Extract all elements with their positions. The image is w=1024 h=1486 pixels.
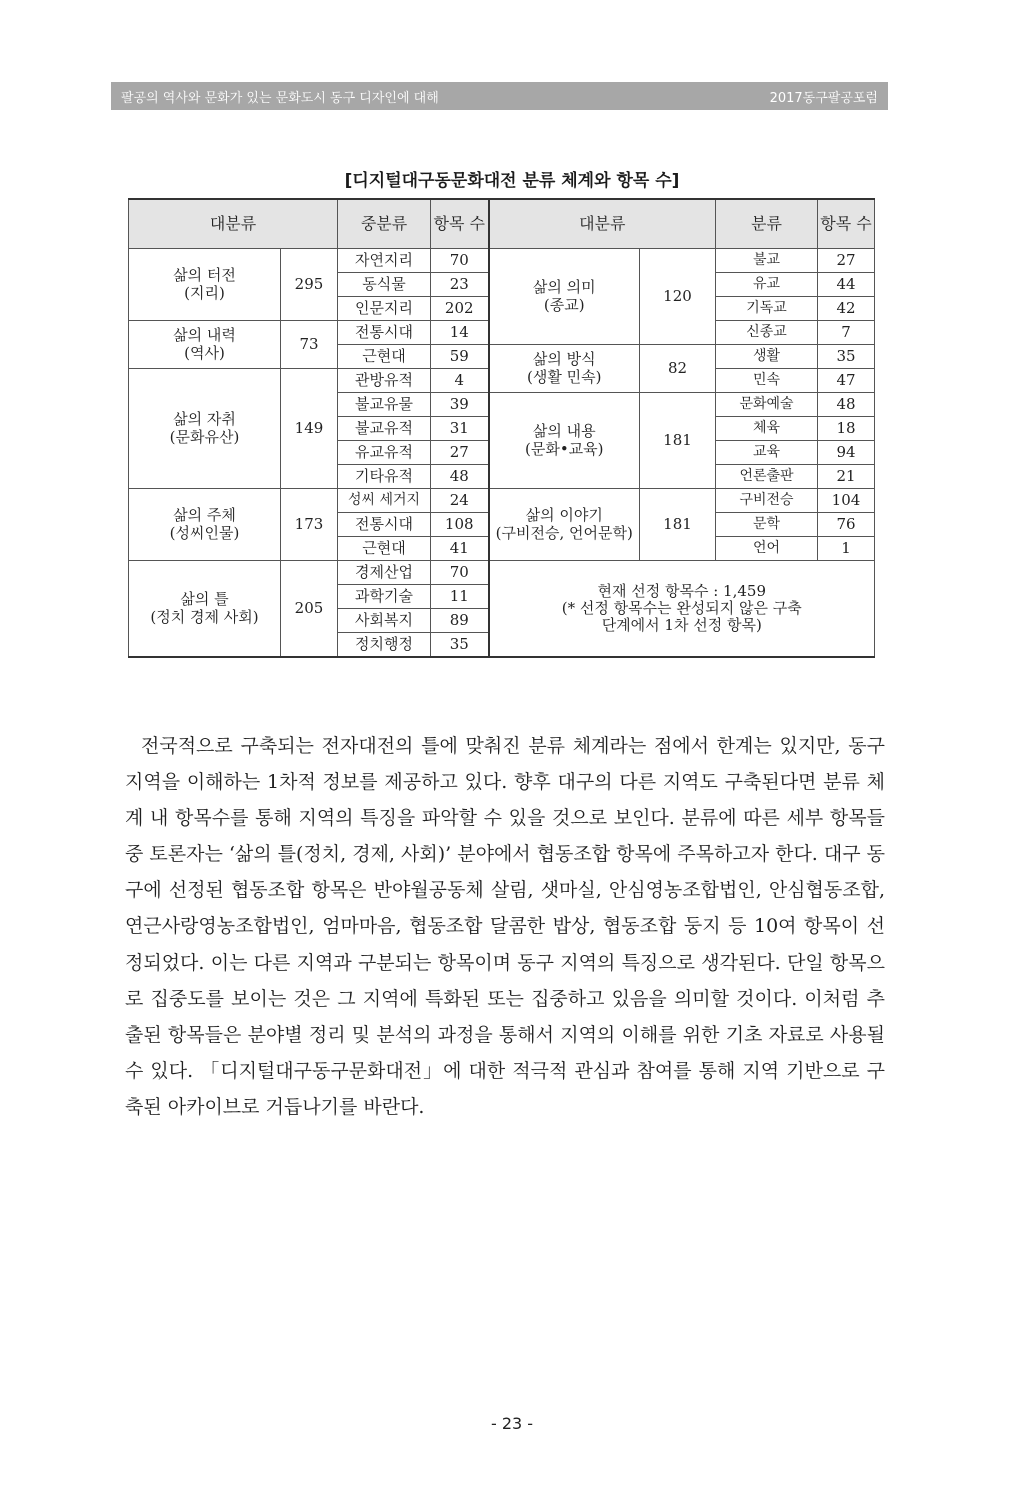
group-subtitle: (정치 경제 사회) [150,607,259,626]
left-group-cell [129,321,281,369]
item-count: 23 [431,273,489,297]
category: 민속 [716,369,818,393]
category-count: 76 [818,513,875,537]
category: 체육 [716,417,818,441]
category-count: 94 [818,441,875,465]
category-count: 7 [818,321,875,345]
header-major-right: 대분류 [489,199,716,249]
category-count: 42 [818,297,875,321]
category-count: 44 [818,273,875,297]
running-header [111,82,888,110]
left-group-cell [129,369,281,489]
item-count: 70 [431,561,489,585]
category: 신종교 [716,321,818,345]
group-name: 삶의 틀 [180,590,229,609]
left-group-cell [129,489,281,561]
category: 언어 [716,537,818,561]
middle-category: 불교유적 [338,417,431,441]
left-group-total: 295 [281,249,338,321]
middle-category: 전통시대 [338,513,431,537]
group-subtitle: (구비전승, 언어문학) [495,523,633,542]
right-group-total: 181 [640,393,716,489]
item-count: 35 [431,633,489,658]
middle-category: 성씨 세거지 [338,489,431,513]
header-count-right: 항목 수 [818,199,875,249]
category-count: 104 [818,489,875,513]
middle-category: 불교유물 [338,393,431,417]
item-count: 14 [431,321,489,345]
header-title: 팔공의 역사와 문화가 있는 문화도시 동구 디자인에 대해 [121,90,439,106]
middle-category: 자연지리 [338,249,431,273]
category: 교육 [716,441,818,465]
group-subtitle: (역사) [184,343,225,362]
right-group-total: 181 [640,489,716,561]
item-count: 202 [431,297,489,321]
group-name: 삶의 주체 [173,506,236,525]
item-count: 48 [431,465,489,489]
item-count: 70 [431,249,489,273]
header-major: 대분류 [129,199,338,249]
category: 문화예술 [716,393,818,417]
item-count: 11 [431,585,489,609]
category-count: 18 [818,417,875,441]
category-count: 48 [818,393,875,417]
category: 언론출판 [716,465,818,489]
header-count: 항목 수 [431,199,489,249]
item-count: 89 [431,609,489,633]
middle-category: 인문지리 [338,297,431,321]
category-count: 21 [818,465,875,489]
item-count: 59 [431,345,489,369]
table-header-row [129,199,875,249]
group-subtitle: (종교) [543,295,585,314]
header-middle: 중분류 [338,199,431,249]
middle-category: 근현대 [338,537,431,561]
group-name: 삶의 터전 [173,266,236,285]
category: 구비전승 [716,489,818,513]
group-name: 삶의 방식 [532,350,596,369]
note-line: 현재 선정 항목수 : 1,459 [597,581,766,600]
category: 유교 [716,273,818,297]
group-subtitle: (성씨인물) [169,523,240,542]
middle-category: 과학기술 [338,585,431,609]
middle-category: 기타유적 [338,465,431,489]
left-group-cell [129,249,281,321]
body-text [125,728,885,1125]
right-group-total: 82 [640,345,716,393]
left-group-total: 149 [281,369,338,489]
right-group-cell [489,489,640,561]
middle-category: 근현대 [338,345,431,369]
selection-note [489,561,875,658]
item-count: 24 [431,489,489,513]
category: 문학 [716,513,818,537]
group-name: 삶의 내력 [173,326,236,345]
header-category: 분류 [716,199,818,249]
group-subtitle: (문화•교육) [524,439,604,458]
category-count: 27 [818,249,875,273]
left-group-total: 173 [281,489,338,561]
middle-category: 정치행정 [338,633,431,658]
right-group-total: 120 [640,249,716,345]
item-count: 4 [431,369,489,393]
group-subtitle: (지리) [184,283,225,302]
category: 불교 [716,249,818,273]
group-name: 삶의 자취 [173,410,236,429]
header-forum-name: 2017동구팔공포럼 [769,90,878,106]
category: 기독교 [716,297,818,321]
middle-category: 전통시대 [338,321,431,345]
note-line: (* 선정 항목수는 완성되지 않은 구축 [561,598,802,617]
page-number: - 23 - [490,1414,534,1433]
right-group-cell [489,393,640,489]
category-count: 35 [818,345,875,369]
middle-category: 경제산업 [338,561,431,585]
middle-category: 동식물 [338,273,431,297]
group-name: 삶의 내용 [532,422,596,441]
left-group-total: 205 [281,561,338,658]
category: 생활 [716,345,818,369]
left-group-total: 73 [281,321,338,369]
group-subtitle: (생활 민속) [527,367,602,386]
right-group-cell [489,345,640,393]
middle-category: 유교유적 [338,441,431,465]
group-name: 삶의 이야기 [525,506,603,525]
group-name: 삶의 의미 [532,278,596,297]
table-row [129,249,875,273]
item-count: 108 [431,513,489,537]
middle-category: 사회복지 [338,609,431,633]
group-subtitle: (문화유산) [169,427,240,446]
left-group-cell [129,561,281,658]
note-line: 단계에서 1차 선정 항목) [601,616,762,635]
item-count: 41 [431,537,489,561]
right-group-cell [489,249,640,345]
table-row [129,561,875,585]
category-count: 47 [818,369,875,393]
table-row [129,489,875,513]
body-paragraph: 전국적으로 구축되는 전자대전의 틀에 맞춰진 분류 체계라는 점에서 한계는 있지만, 동구 지역을 이해하는 1차적 정보를 제공하고 있다. 향후 대구의 다른 지역도 구축된다면 분류 체계 내 항목수를 통해 지역의 특징을 파악할 수 있을 것으로 보인다. 분류에 따른 세부 항목들 중 토론자는 ‘삶의 틀(정치, 경제, 사회)’ 분야에서 협동조합 항목에 주목하고자 한다. 대구 동구에 선정된 협동조합 항목은 반야월공동체 살림, 샛마실, 안심영농조합법인, 안심협동조합, 연근사랑영농조합법인, 엄마마음, 협동조합 달콤한 밥상, 협동조합 둥지 등 10여 항목이 선정되었다. 이는 다른 지역과 구분되는 항목이며 동구 지역의 특징으로 생각된다. 단일 항목으로 집중도를 보이는 것은 그 지역에 특화된 또는 집중하고 있음을 의미할 것이다. 이처럼 추출된 항목들은 분야별 정리 및 분석의 과정을 통해서 지역의 이해를 위한 기초 자료로 사용될 수 있다. 「디지털대구동구문화대전」에 대한 적극적 관심과 참여를 통해 지역 기반으로 구축된 아카이브로 거듭나기를 바란다. [125,735,885,1118]
table-title: [디지털대구동문화대전 분류 체계와 항목 수] [344,171,680,191]
classification-table [128,198,875,658]
item-count: 31 [431,417,489,441]
item-count: 39 [431,393,489,417]
item-count: 27 [431,441,489,465]
middle-category: 관방유적 [338,369,431,393]
category-count: 1 [818,537,875,561]
